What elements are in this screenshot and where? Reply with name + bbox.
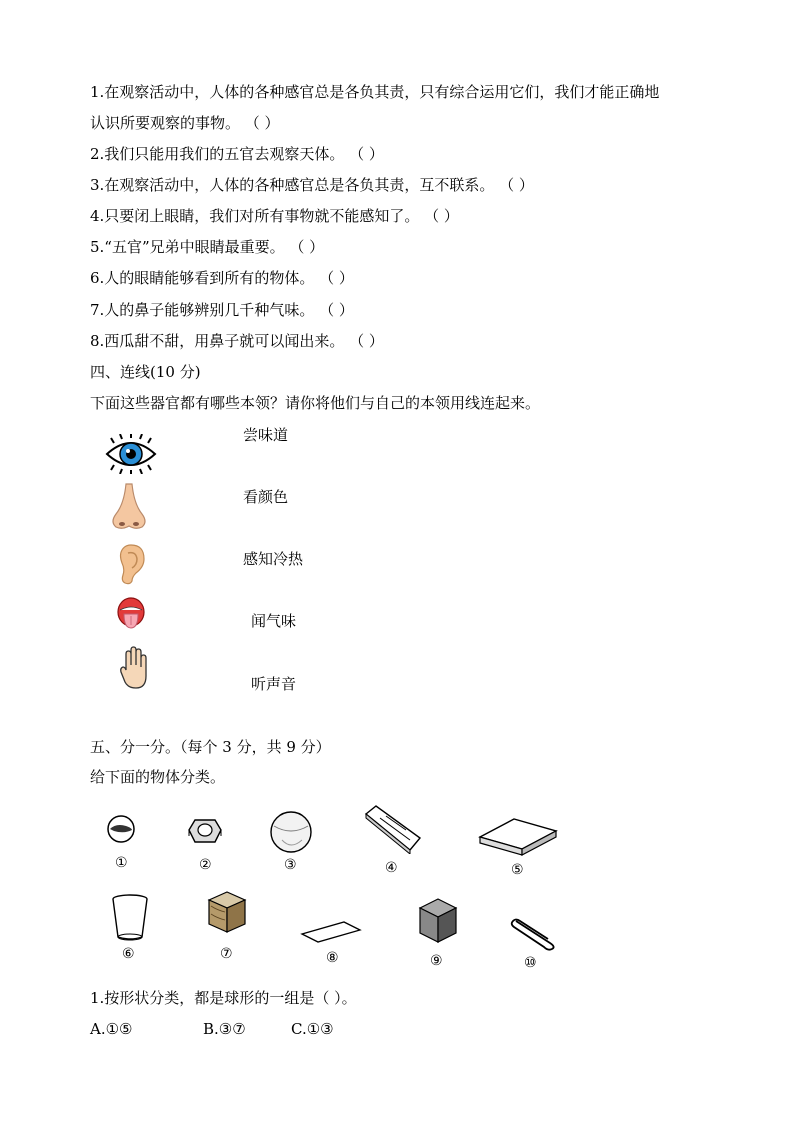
object-1-marble-icon [104,814,138,848]
ability-hear: 听声音 [251,675,297,693]
option-b[interactable]: B.③⑦ [203,1020,246,1038]
object-4-eraser-icon [362,804,422,858]
object-label-4: ④ [385,860,398,876]
statement-5: 5.“五官”兄弟中眼睛最重要。 （ ） [90,238,325,256]
object-10-paperclip-icon [508,915,558,955]
statement-1b: 认识所要观察的事物。 （ ） [90,114,280,132]
object-label-5: ⑤ [511,862,524,878]
statement-1a: 1.在观察活动中，人体的各种感官总是各负其责，只有综合运用它们，我们才能正确地 [90,83,660,101]
nose-icon [108,482,150,536]
section5-instruction: 给下面的物体分类。 [90,768,226,786]
object-label-8: ⑧ [326,950,339,966]
ability-smell: 闻气味 [251,612,297,630]
object-2-nut-icon [187,816,223,852]
section5-question-1: 1.按形状分类，都是球形的一组是（ ）。 [90,989,357,1007]
option-c[interactable]: C.①③ [291,1020,334,1038]
hand-icon [119,646,149,694]
statement-6: 6.人的眼睛能够看到所有的物体。 （ ） [90,269,354,287]
statement-4: 4.只要闭上眼睛，我们对所有事物就不能感知了。 （ ） [90,207,459,225]
ability-feel-temperature: 感知冷热 [243,550,304,568]
object-label-9: ⑨ [430,953,443,969]
statement-3: 3.在观察活动中，人体的各种感官总是各负其责，互不联系。 （ ） [90,176,534,194]
object-label-10: ⑩ [524,955,537,971]
section5-title: 五、分一分。（每个 3 分，共 9 分） [90,738,331,756]
object-label-2: ② [199,857,212,873]
object-3-ball-icon [268,810,314,858]
object-label-3: ③ [284,857,297,873]
statement-8: 8.西瓜甜不甜，用鼻子就可以闻出来。 （ ） [90,332,384,350]
mouth-icon [116,596,146,636]
object-label-6: ⑥ [122,946,135,962]
object-6-cup-icon [110,893,150,947]
section4-title: 四、连线(10 分) [90,363,201,381]
object-7-wood-cube-icon [205,890,247,938]
statement-2: 2.我们只能用我们的五官去观察天体。 （ ） [90,145,384,163]
statement-7: 7.人的鼻子能够辨别几千种气味。 （ ） [90,301,354,319]
object-label-7: ⑦ [220,946,233,962]
ability-see-color: 看颜色 [243,488,289,506]
eye-icon [104,434,158,478]
ability-taste: 尝味道 [243,426,289,444]
option-a[interactable]: A.①⑤ [90,1020,133,1038]
object-8-paper-icon [300,920,362,948]
object-5-book-icon [478,815,558,861]
ear-icon [116,543,146,589]
object-label-1: ① [115,855,128,871]
object-9-cube-icon [416,896,458,948]
section4-instruction: 下面这些器官都有哪些本领？请你将他们与自己的本领用线连起来。 [90,394,541,412]
